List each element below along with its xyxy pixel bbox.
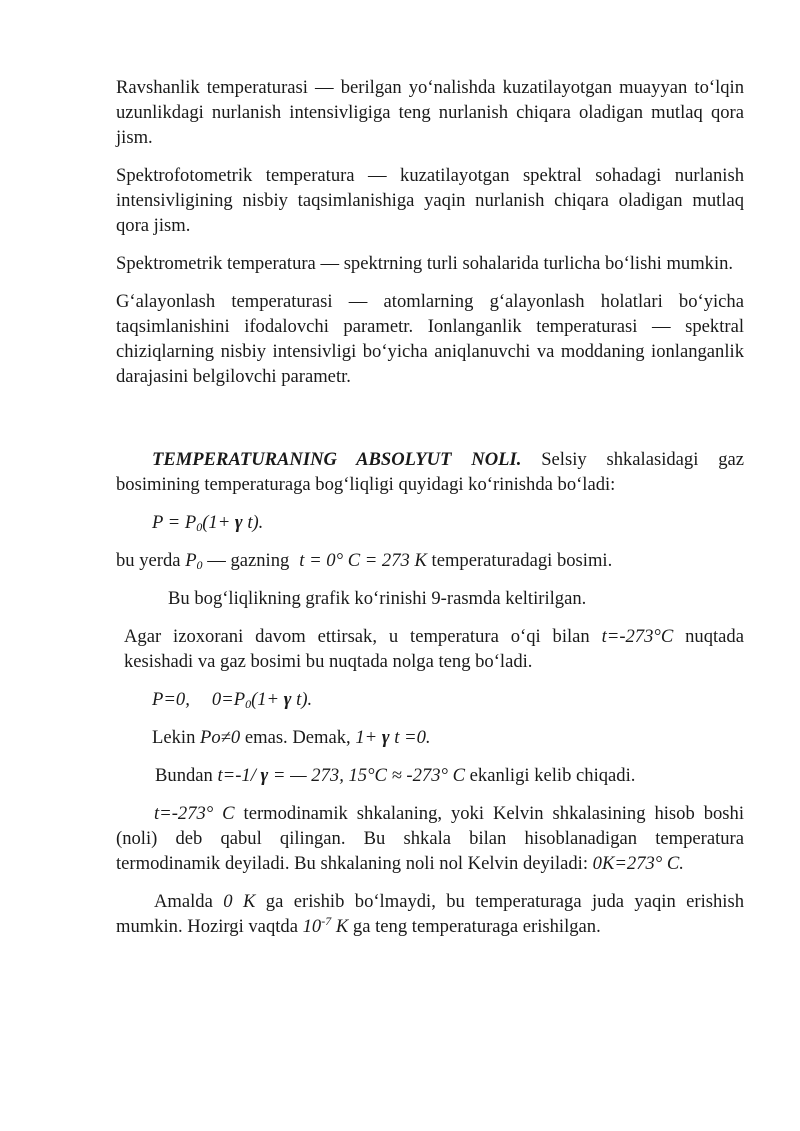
kelvin-paragraph: t=-273° C termodinamik shkalaning, yoki Kelvin shkalasining hisob boshi (noli) deb qabul qilingan. Bu shkala bilan hisoblanadigan temperatura termodinamik deyiladi. Bu shkalaning noli nol Kelvin deyiladi: 0K=273° C. [116, 803, 744, 874]
hence-line: Bundan t=-1/ γ = — 273, 15°C ≈ -273° C ekanligi kelib chiqadi. [155, 765, 636, 786]
section-paragraph [116, 447, 744, 497]
but-line: Lekin Po≠0 emas. Demak, 1+ γ t =0. [152, 727, 431, 748]
formula-pressure: $P = P_0(1+ \gamma$ t). [152, 512, 264, 534]
definition-spectrometric-temperature: Spektrometrik temperatura — spektrning turli sohalarida turlicha bo‘lishi mumkin. [116, 253, 734, 274]
final-paragraph: Amalda 0 K ga erishib bo‘lmaydi, bu temperaturaga juda yaqin erishish mumkin. Hozirgi vaqtda $10^{-7}$ K ga teng temperaturaga erishilgan. [116, 891, 744, 937]
definition-excitation-temperature: G‘alayonlash temperaturasi — atomlarning g‘alayonlash holatlari bo‘yicha taqsimlanishini ifodalovchi parametr. Ionlanganlik temperaturasi — spektral chiziqlarning nisbiy intensivligi bo‘yicha aniqlanuvchi va moddaning ionlanganlik darajasini belgilovchi parametr. [116, 291, 744, 387]
extrapolation-paragraph: Agar izoxorani davom ettirsak, u temperatura o‘qi bilan t=-273°C nuqtada kesishadi va gaz bosimi bu nuqtada nolga teng bo‘ladi. [124, 626, 744, 672]
definition-brightness-temperature: Ravshanlik temperaturasi — berilgan yo‘nalishda kuzatilayotgan muayyan to‘lqin uzunlikdagi nurlanish intensivligiga teng nurlanish chiqara oladigan mutlaq qora jism. [116, 77, 744, 148]
formula-zero-pressure: P=0, $0=P_0(1+ \gamma$ t). [152, 689, 313, 711]
where-line: bu yerda $P_0$ — gazning t = 0° C = 273 K temperaturadagi bosimi. [116, 550, 613, 572]
graph-reference: Bu bog‘liqlikning grafik ko‘rinishi 9-rasmda keltirilgan. [168, 588, 587, 609]
section-intro: Selsiy shkalasidagi gaz bosimining temperaturaga bog‘liqligi quyidagi ko‘rinishda bo‘ladi: [116, 449, 745, 495]
section-heading: TEMPERATURANING ABSOLYUT NOLI. [152, 449, 522, 470]
page-content [116, 75, 744, 939]
definition-spectrophotometric-temperature: Spektrofotometrik temperatura — kuzatilayotgan spektral sohadagi nurlanish intensivligining nisbiy taqsimlanishiga yaqin nurlanish chiqara oladigan mutlaq qora jism. [116, 165, 744, 236]
